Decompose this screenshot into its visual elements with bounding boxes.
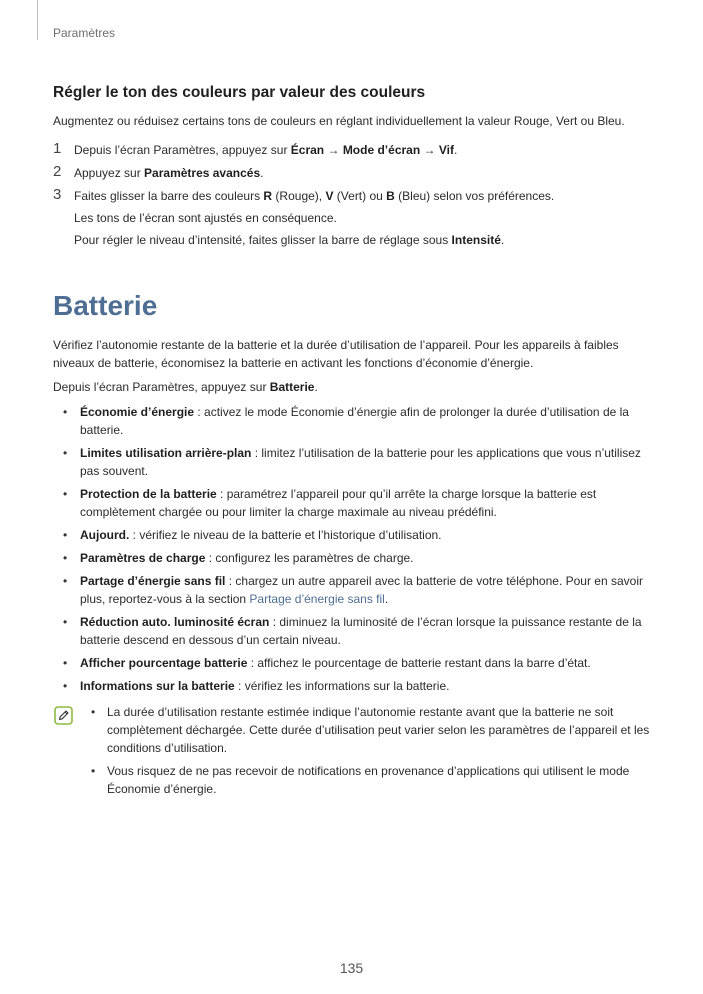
option-desc: : vérifiez les informations sur la batterie. (234, 679, 450, 693)
list-item (53, 677, 653, 695)
step-line (74, 231, 653, 249)
step-number: 2 (53, 163, 62, 180)
step-text: Depuis l’écran Paramètres, appuyez sur (74, 143, 291, 157)
option-desc: : paramétrez l’appareil pour qu’il arrête la charge lorsque la batterie est complètement chargée ou pour limiter la charge maximale au niveau prédéfini. (80, 487, 597, 519)
option-term: Économie d’énergie (80, 405, 195, 419)
step-text: . (500, 233, 505, 247)
option-term: Paramètres de charge (80, 551, 206, 565)
option-desc: : configurez les paramètres de charge. (205, 551, 414, 565)
step-text: Pour régler le niveau d’intensité, faites glisser la barre de réglage sous (74, 233, 452, 247)
step-line: Les tons de l’écran sont ajustés en conséquence. (74, 211, 337, 225)
ui-term: Batterie (269, 380, 315, 394)
step-item (53, 141, 653, 159)
option-desc: . (384, 592, 389, 606)
step-text: . (260, 166, 264, 180)
list-item (53, 444, 653, 480)
ui-term: Mode d’écran (342, 143, 421, 157)
step-text: . (453, 143, 458, 157)
running-header: Paramètres (53, 26, 116, 40)
option-desc: : activez le mode Économie d’énergie afin de prolonger la durée d’utilisation de la batterie. (80, 405, 629, 437)
page-number: 135 (339, 960, 364, 976)
ui-term: Paramètres avancés (144, 166, 261, 180)
option-term: Informations sur la batterie (80, 679, 235, 693)
list-item (53, 403, 653, 439)
path-text: . (314, 380, 318, 394)
subsection-title: Régler le ton des couleurs par valeur des couleurs (53, 84, 426, 101)
option-term: Protection de la batterie (80, 487, 217, 501)
step-line (74, 187, 653, 205)
option-term: Afficher pourcentage batterie (80, 656, 248, 670)
step-item (53, 164, 653, 182)
steps-list (53, 141, 653, 254)
list-item (53, 654, 653, 672)
ui-term: Écran (290, 143, 325, 157)
option-term: Aujourd. (80, 528, 130, 542)
cross-reference-link[interactable]: Partage d’énergie sans fil (249, 592, 385, 606)
note-pencil-icon (54, 706, 73, 725)
step-text: Appuyez sur (74, 166, 145, 180)
step-number: 3 (53, 186, 62, 203)
subsection-intro: Augmentez ou réduisez certains tons de couleurs en réglant individuellement la valeur Rouge, Vert ou Bleu. (53, 114, 625, 128)
ui-term: V (325, 189, 334, 203)
step-text: Faites glisser la barre des couleurs (74, 189, 264, 203)
arrow-separator: → (324, 143, 343, 157)
ui-term: R (263, 189, 273, 203)
option-desc: : chargez un autre appareil avec la batterie de votre téléphone. Pour en savoir plus, reportez-vous à la section (80, 574, 643, 606)
list-item (53, 613, 653, 649)
header-divider (37, 0, 38, 40)
step-item (53, 187, 653, 249)
notes-list (80, 703, 650, 803)
battery-options-list (53, 403, 653, 700)
note-item: • La durée d’utilisation restante estimée indique l’autonomie restante avant que la batterie ne soit complètement déchargée. Cette durée d’utilisation peut varier selon les paramètres de l’appareil et les conditions d’utilisation. (80, 703, 650, 757)
ui-term: Intensité (451, 233, 501, 247)
step-number: 1 (53, 140, 62, 157)
option-desc: : affichez le pourcentage de batterie restant dans la barre d’état. (247, 656, 591, 670)
list-item (53, 572, 653, 608)
step-text: (Rouge), (272, 189, 326, 203)
option-desc: : diminuez la luminosité de l’écran lorsque la puissance restante de la batterie descend en dessous d’un certain niveau. (80, 615, 642, 647)
option-term: Réduction auto. luminosité écran (80, 615, 270, 629)
list-item (53, 526, 653, 544)
option-term: Limites utilisation arrière-plan (80, 446, 252, 460)
step-text: (Bleu) selon vos préférences. (394, 189, 555, 203)
ui-term: B (386, 189, 395, 203)
section-path (53, 378, 653, 396)
list-item (53, 485, 653, 521)
step-text: (Vert) ou (333, 189, 387, 203)
section-intro: Vérifiez l’autonomie restante de la batterie et la durée d’utilisation de l’appareil. Pour les appareils à faibles niveaux de batterie, économisez la batterie en activant les fonctions d’économie d’énergie. (53, 338, 619, 370)
option-desc: : vérifiez le niveau de la batterie et l’historique d’utilisation. (129, 528, 442, 542)
option-desc: : limitez l’utilisation de la batterie pour les applications que vous n’utilisez pas souvent. (80, 446, 641, 478)
ui-term: Vif (438, 143, 454, 157)
list-item (53, 549, 653, 567)
option-term: Partage d’énergie sans fil (80, 574, 226, 588)
note-item: • Vous risquez de ne pas recevoir de notifications en provenance d’applications qui utilisent le mode Économie d’énergie. (80, 762, 650, 798)
path-text: Depuis l’écran Paramètres, appuyez sur (53, 380, 270, 394)
section-title: Batterie (53, 290, 158, 321)
arrow-separator: → (420, 143, 439, 157)
